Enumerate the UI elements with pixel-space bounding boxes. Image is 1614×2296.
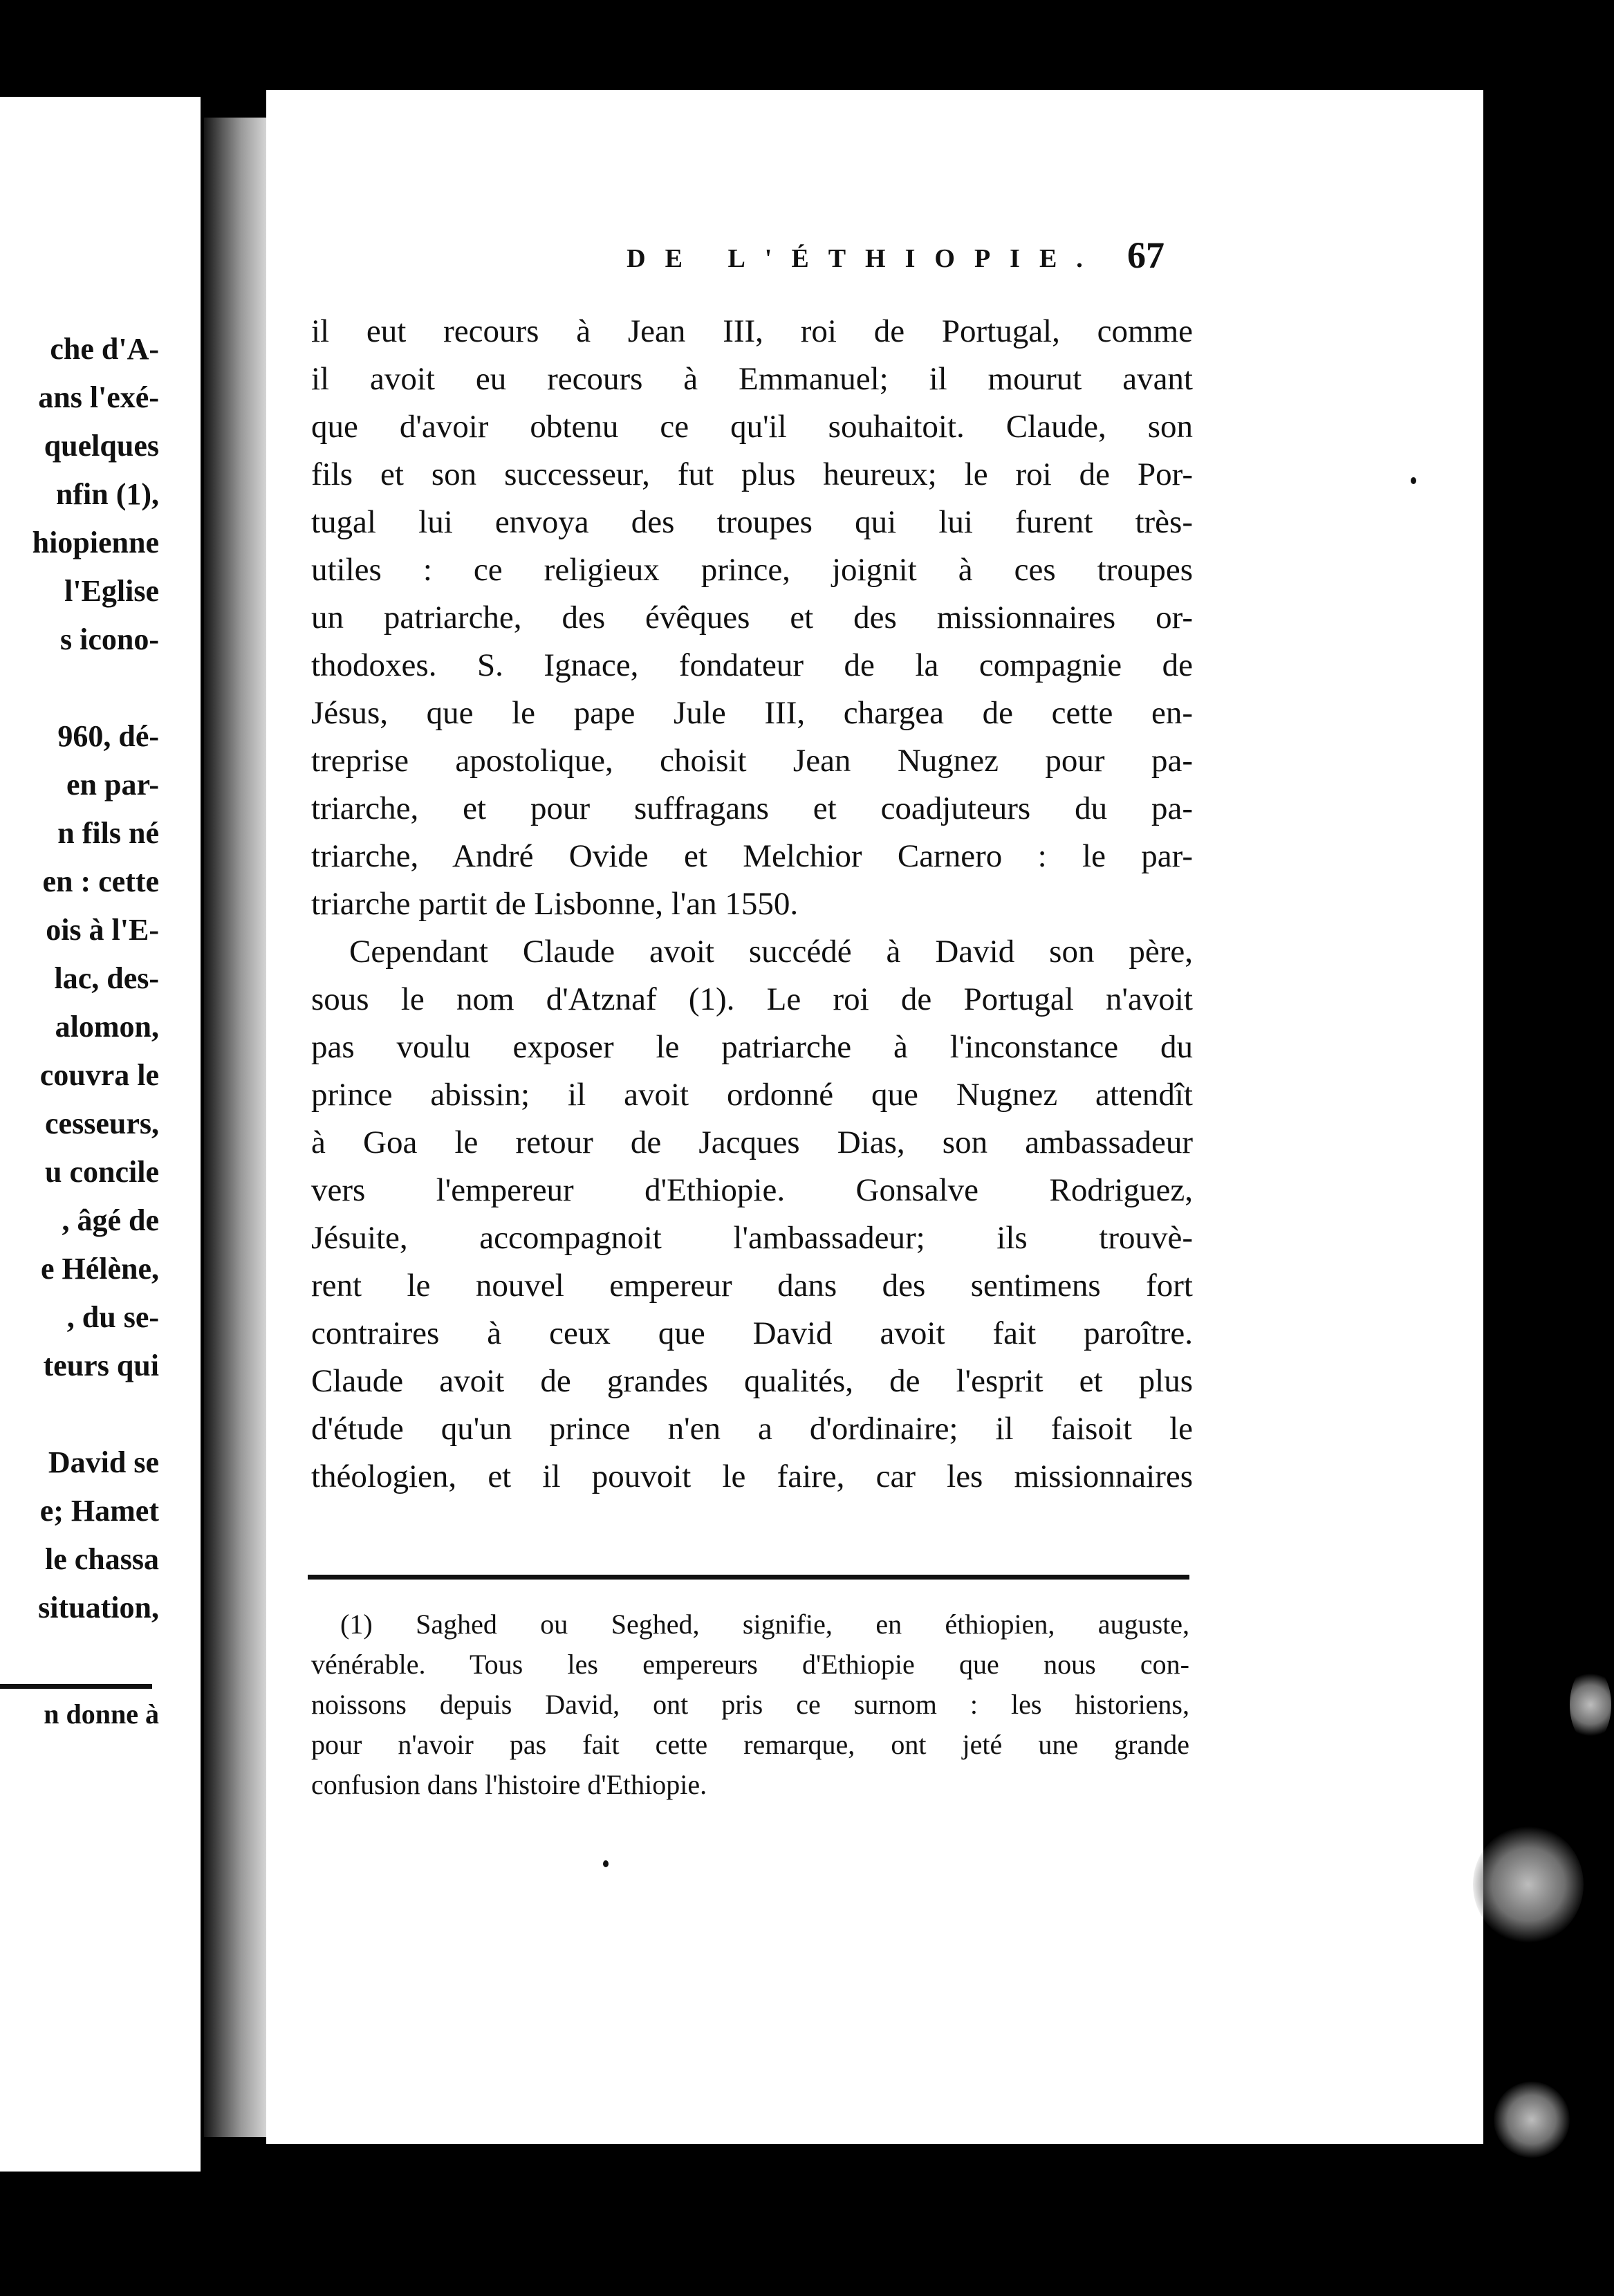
body-line: utiles : ce religieux prince, joignit à ces troupes xyxy=(311,552,1193,588)
left-line: che d'A- xyxy=(50,332,159,366)
body-text xyxy=(311,308,1193,1501)
page-number: 67 xyxy=(1127,234,1165,276)
body-line: à Goa le retour de Jacques Dias, son ambassadeur xyxy=(311,1124,1193,1160)
footnote-line: confusion dans l'histoire d'Ethiopie. xyxy=(311,1769,707,1800)
left-line: alomon, xyxy=(55,1010,159,1044)
scan-noise xyxy=(1494,2082,1570,2158)
footnote-line: (1) Saghed ou Seghed, signifie, en éthiopien, auguste, xyxy=(340,1609,1189,1640)
body-line: contraires à ceux que David avoit fait paroître. xyxy=(311,1315,1193,1351)
left-line: ois à l'E- xyxy=(46,913,159,947)
left-line: l'Eglise xyxy=(64,574,159,608)
body-line: Cependant Claude avoit succédé à David son père, xyxy=(349,934,1193,970)
body-line: théologien, et il pouvoit le faire, car les missionnaires xyxy=(311,1459,1193,1494)
left-line: , du se- xyxy=(66,1300,159,1334)
left-line: cesseurs, xyxy=(45,1107,159,1140)
body-line: vers l'empereur d'Ethiopie. Gonsalve Rodriguez, xyxy=(311,1172,1193,1208)
left-line: situation, xyxy=(38,1591,159,1624)
left-line: David se xyxy=(48,1445,159,1479)
body-line: Jésus, que le pape Jule III, chargea de cette en- xyxy=(311,695,1193,731)
left-line: le chassa xyxy=(45,1542,159,1576)
body-line: il avoit eu recours à Emmanuel; il mourut avant xyxy=(311,361,1193,397)
body-line: prince abissin; il avoit ordonné que Nugnez attendît xyxy=(311,1077,1193,1113)
footnote-rule xyxy=(308,1575,1189,1580)
running-head: DE L'ÉTHIOPIE. xyxy=(627,244,1102,273)
footnote-line: pour n'avoir pas fait cette remarque, ont jeté une grande xyxy=(311,1729,1189,1760)
left-line: n fils né xyxy=(57,816,159,850)
body-line: il eut recours à Jean III, roi de Portugal, comme xyxy=(311,313,1193,349)
scan-noise xyxy=(1570,1667,1611,1743)
ink-speck xyxy=(603,1860,609,1867)
left-line: ans l'exé- xyxy=(38,380,159,414)
footnote-line: noissons depuis David, ont pris ce surnom : les historiens, xyxy=(311,1689,1189,1720)
left-line: , âgé de xyxy=(62,1203,159,1237)
body-line: que d'avoir obtenu ce qu'il souhaitoit. Claude, son xyxy=(311,409,1193,445)
left-line: s icono- xyxy=(60,622,159,656)
left-line: en : cette xyxy=(42,864,159,898)
left-line-gap xyxy=(33,664,159,712)
body-line: Claude avoit de grandes qualités, de l'esprit et plus xyxy=(311,1363,1193,1399)
left-line: lac, des- xyxy=(54,961,159,995)
body-line: triarche partit de Lisbonne, l'an 1550. xyxy=(311,886,799,922)
left-line: hiopienne xyxy=(32,526,159,559)
scan-noise xyxy=(1473,1826,1584,1943)
body-line: d'étude qu'un prince n'en a d'ordinaire; il faisoit le xyxy=(311,1411,1193,1447)
body-line: Jésuite, accompagnoit l'ambassadeur; ils trouvè- xyxy=(311,1220,1193,1256)
body-line: rent le nouvel empereur dans des sentimens fort xyxy=(311,1268,1193,1304)
left-line: en par- xyxy=(66,768,159,802)
left-line-gap xyxy=(33,1390,159,1438)
left-footnote: n donne à xyxy=(44,1698,159,1730)
left-page-text xyxy=(33,325,159,1632)
left-line: e Hélène, xyxy=(40,1252,159,1286)
left-line: u concile xyxy=(45,1155,159,1189)
left-footnote-rule xyxy=(0,1684,152,1689)
body-line: triarche, et pour suffragans et coadjuteurs du pa- xyxy=(311,790,1193,826)
body-line: thodoxes. S. Ignace, fondateur de la compagnie de xyxy=(311,647,1193,683)
left-line: quelques xyxy=(44,429,159,463)
left-line: nfin (1), xyxy=(55,477,159,511)
body-line: sous le nom d'Atznaf (1). Le roi de Portugal n'avoit xyxy=(311,981,1193,1017)
footnote-line: vénérable. Tous les empereurs d'Ethiopie que nous con- xyxy=(311,1649,1189,1680)
body-line: pas voulu exposer le patriarche à l'inconstance du xyxy=(311,1029,1193,1065)
left-line: e; Hamet xyxy=(39,1494,159,1528)
left-page xyxy=(0,97,201,2172)
ink-speck xyxy=(1411,477,1416,484)
book-gutter-shadow xyxy=(204,118,266,2137)
body-line: treprise apostolique, choisit Jean Nugnez pour pa- xyxy=(311,743,1193,779)
left-line: couvra le xyxy=(39,1058,159,1092)
body-line: tugal lui envoya des troupes qui lui furent très- xyxy=(311,504,1193,540)
body-line: triarche, André Ovide et Melchior Carnero : le par- xyxy=(311,838,1193,874)
body-line: un patriarche, des évêques et des missionnaires or- xyxy=(311,600,1193,636)
left-line: teurs qui xyxy=(43,1349,159,1382)
footnote xyxy=(311,1604,1189,1805)
right-page xyxy=(266,90,1483,2144)
left-line: 960, dé- xyxy=(57,719,159,753)
body-line: fils et son successeur, fut plus heureux; le roi de Por- xyxy=(311,456,1193,492)
